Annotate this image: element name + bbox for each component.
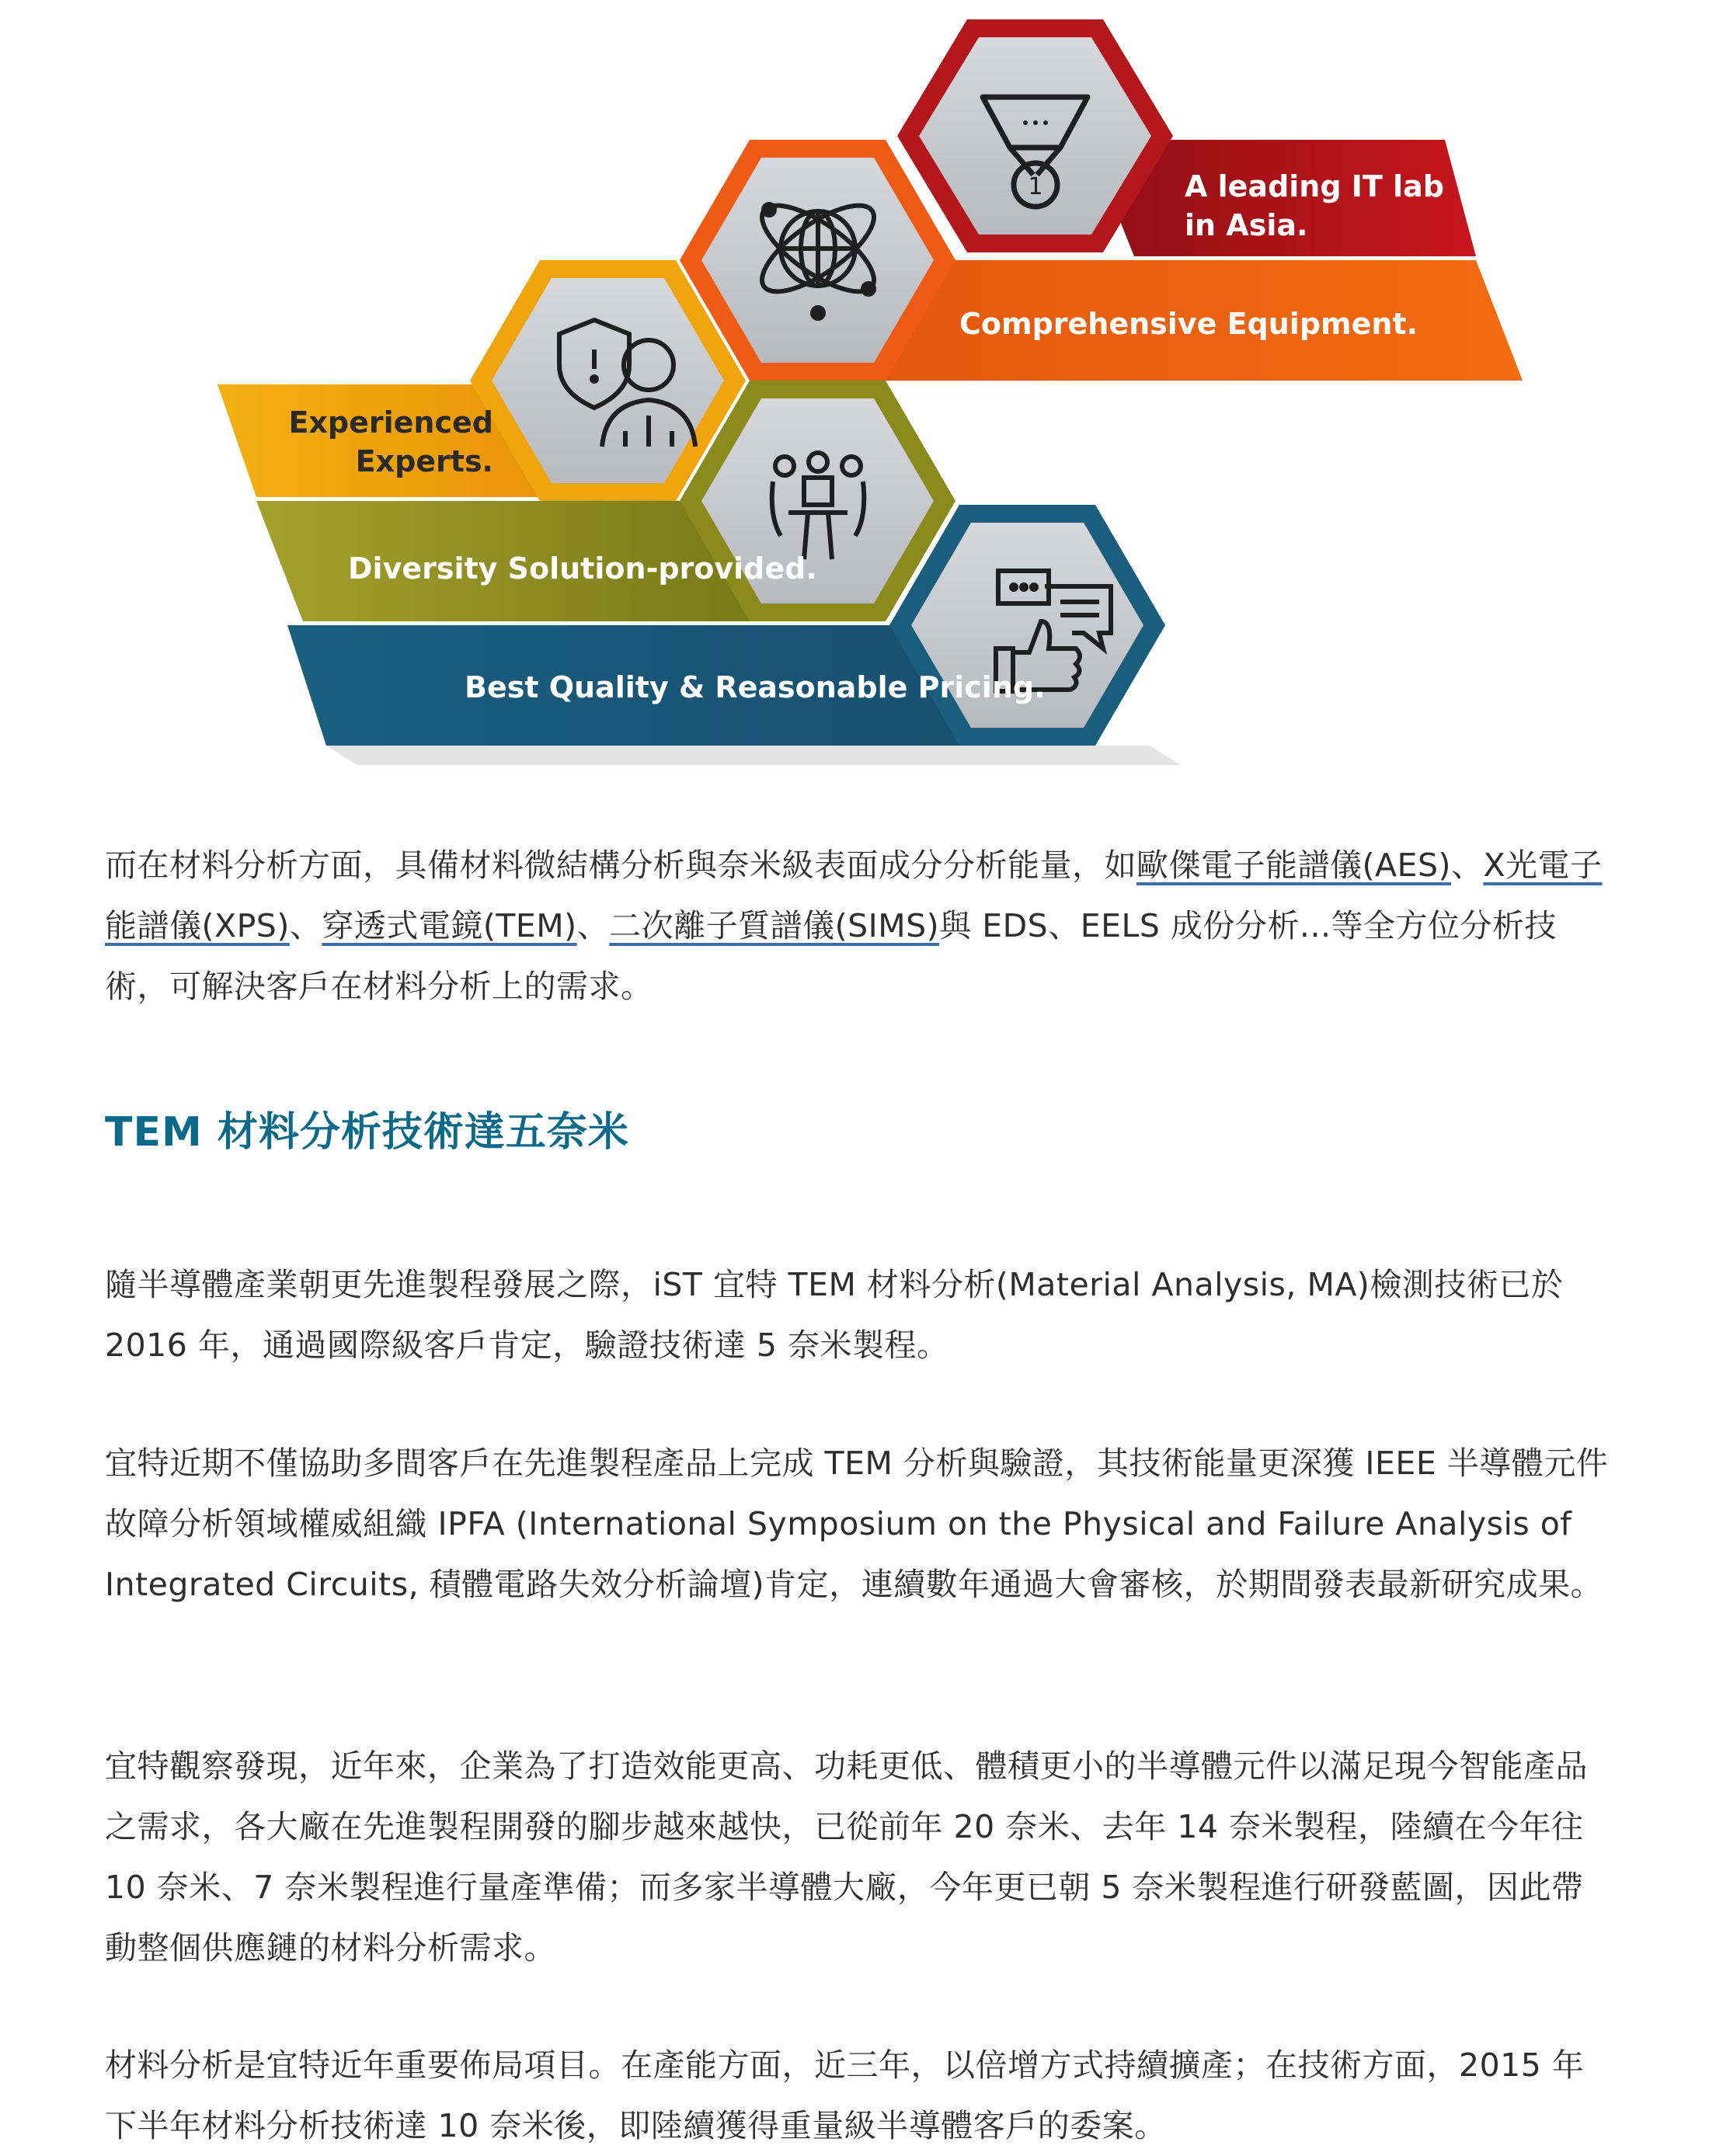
paragraph-3-block [105, 1736, 1612, 1978]
band-label-diversity: Diversity Solution-provided. [348, 551, 817, 586]
infographic-graphic [0, 0, 1709, 777]
paragraph-1-block [105, 1254, 1612, 1375]
paragraph-1: 隨半導體產業朝更先進製程發展之際，iST 宜特 TEM 材料分析(Material Analysis, MA)檢測技術已於 2016 年，通過國際級客戶肯定，驗證技術達 5 奈米製程。 [105, 1266, 1564, 1364]
intro-block [105, 835, 1612, 1017]
section-heading: TEM 材料分析技術達五奈米 [105, 1109, 629, 1156]
band-label-leading-lab: A leading IT lab [1185, 169, 1444, 203]
paragraph-4-block [105, 2035, 1612, 2156]
paragraph-4: 材料分析是宜特近年重要佈局項目。在產能方面，近三年，以倍增方式持續擴產；在技術方面，2015 年下半年材料分析技術達 10 奈米後，即陸續獲得重量級半導體客戶的委案。 [105, 2046, 1585, 2144]
band-label-experts: Experienced [288, 405, 493, 440]
paragraph-3: 宜特觀察發現，近年來，企業為了打造效能更高、功耗更低、體積更小的半導體元件以滿足現今智能產品之需求，各大廠在先進製程開發的腳步越來越快，已從前年 20 奈米、去年 14 奈米製程，陸續在今年往 10 奈米、7 奈米製程進行量產準備；而多家半導體大廠，今年更已朝 5 奈米製程進行研發藍圖，因此帶動整個供應鏈的材料分析需求。 [105, 1747, 1588, 1966]
link-aes[interactable]: 歐傑電子能譜儀(AES) [1136, 847, 1451, 884]
intro-separator-1: 、 [1450, 847, 1484, 884]
link-sims[interactable]: 二次離子質譜儀(SIMS) [609, 907, 940, 944]
paragraph-2-block [105, 1433, 1612, 1615]
intro-paragraph [105, 835, 1612, 1017]
band-label-quality: Best Quality & Reasonable Pricing. [465, 670, 1046, 704]
band-label-equipment: Comprehensive Equipment. [959, 307, 1418, 341]
infographic [0, 0, 1709, 777]
intro-text-1: 而在材料分析方面，具備材料微結構分析與奈米級表面成分分析能量，如 [105, 847, 1136, 884]
intro-text-2: 與 EDS、EELS 成份分析...等全方位分析技術，可解決客戶在材料分析上的需求。 [105, 907, 1558, 1005]
link-xps[interactable]: X光電子能譜儀(XPS) [105, 847, 1603, 944]
band-label-leading-lab-line2: in Asia. [1185, 208, 1308, 242]
intro-separator-3: 、 [576, 907, 610, 944]
heading-block [105, 1099, 1612, 1157]
link-tem[interactable]: 穿透式電鏡(TEM) [322, 907, 577, 944]
paragraph-2: 宜特近期不僅協助多間客戶在先進製程產品上完成 TEM 分析與驗證，其技術能量更深獲 IEEE 半導體元件故障分析領域權威組織 IPFA (International Symposium on the Physical and Failure Analysis of Integrated Circuits, 積體電路失效分析論壇)肯定，連續數年通過大會審核，於期間發表最新研究成果。 [105, 1445, 1609, 1603]
svg-text:1: 1 [1028, 173, 1043, 200]
intro-separator-2: 、 [289, 907, 322, 944]
band-label-experts-line2: Experts. [355, 444, 493, 478]
